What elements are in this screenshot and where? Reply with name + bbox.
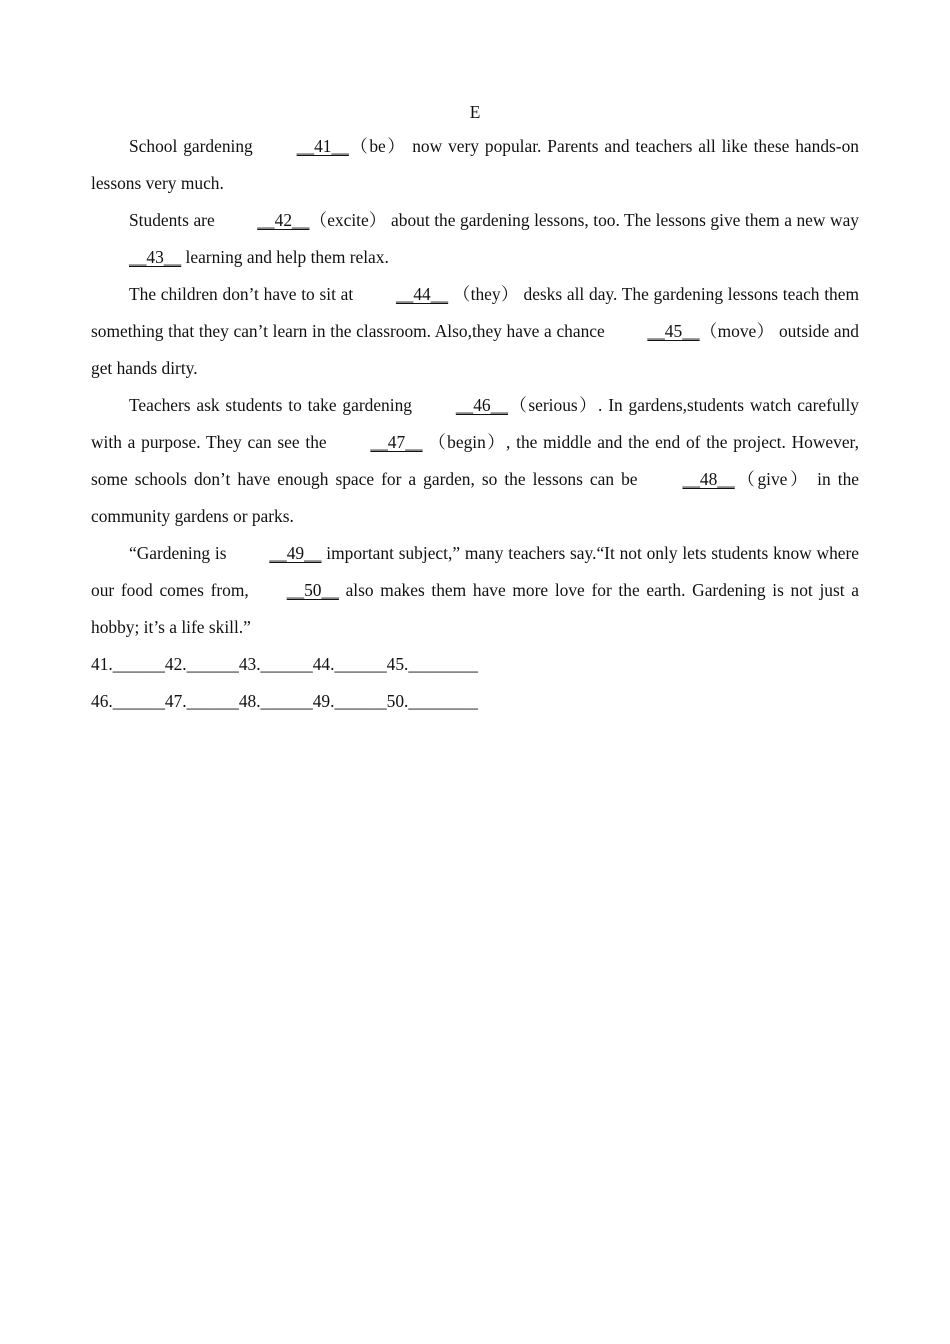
- blank-47: __47__: [370, 432, 423, 452]
- text-segment: （give） in the community gardens or parks.: [91, 469, 859, 526]
- text-segment: learning and help them relax.: [181, 247, 389, 267]
- text-segment: The children don’t have to sit at: [129, 284, 358, 304]
- answer-line-1: 41.______42.______43.______44.______45.________: [91, 654, 478, 674]
- blank-43: __43__: [129, 247, 182, 267]
- text-segment: （excite） about the gardening lessons, too. The lessons give them a new way: [309, 210, 859, 230]
- text-segment: （they） desks all day. The gardening lessons teach them something that they can’t learn in the classroom. Also,they have a chance: [91, 284, 859, 341]
- blank-41: __41__: [296, 136, 349, 156]
- paragraph-2: [91, 202, 859, 276]
- paragraph-4: [91, 387, 859, 535]
- text-segment: （be） now very popular. Parents and teachers all like these hands-on lessons very much.: [91, 136, 859, 193]
- blank-45: __45__: [647, 321, 700, 341]
- blank-50: __50__: [286, 580, 339, 600]
- paragraph-1: [91, 128, 859, 202]
- text-segment: School gardening: [129, 136, 259, 156]
- answer-line-2: 46.______47.______48.______49.______50.________: [91, 691, 478, 711]
- blank-48: __48__: [682, 469, 735, 489]
- text-segment: （begin）, the middle and the end of the project. However, some schools don’t have enough space for a garden, so the lessons can be: [91, 432, 859, 489]
- text-segment: （move） outside and get hands dirty.: [91, 321, 859, 378]
- text-segment: Teachers ask students to take gardening: [129, 395, 418, 415]
- blank-42: __42__: [257, 210, 310, 230]
- text-segment: “Gardening is: [129, 543, 232, 563]
- paragraph-5: [91, 535, 859, 646]
- section-title: E: [469, 102, 481, 122]
- text-segment: Students are: [129, 210, 220, 230]
- blank-44: __44__: [395, 284, 449, 304]
- blank-49: __49__: [269, 543, 322, 563]
- paragraph-3: [91, 276, 859, 387]
- blank-46: __46__: [455, 395, 508, 415]
- text-segment: important subject,” many teachers say.“It not only lets students know where our food comes from,: [91, 543, 859, 600]
- worksheet-page: [91, 96, 859, 720]
- text-segment: （serious）. In gardens,students watch carefully with a purpose. They can see the: [91, 395, 859, 452]
- text-segment: also makes them have more love for the earth. Gardening is not just a hobby; it’s a life skill.”: [91, 580, 859, 637]
